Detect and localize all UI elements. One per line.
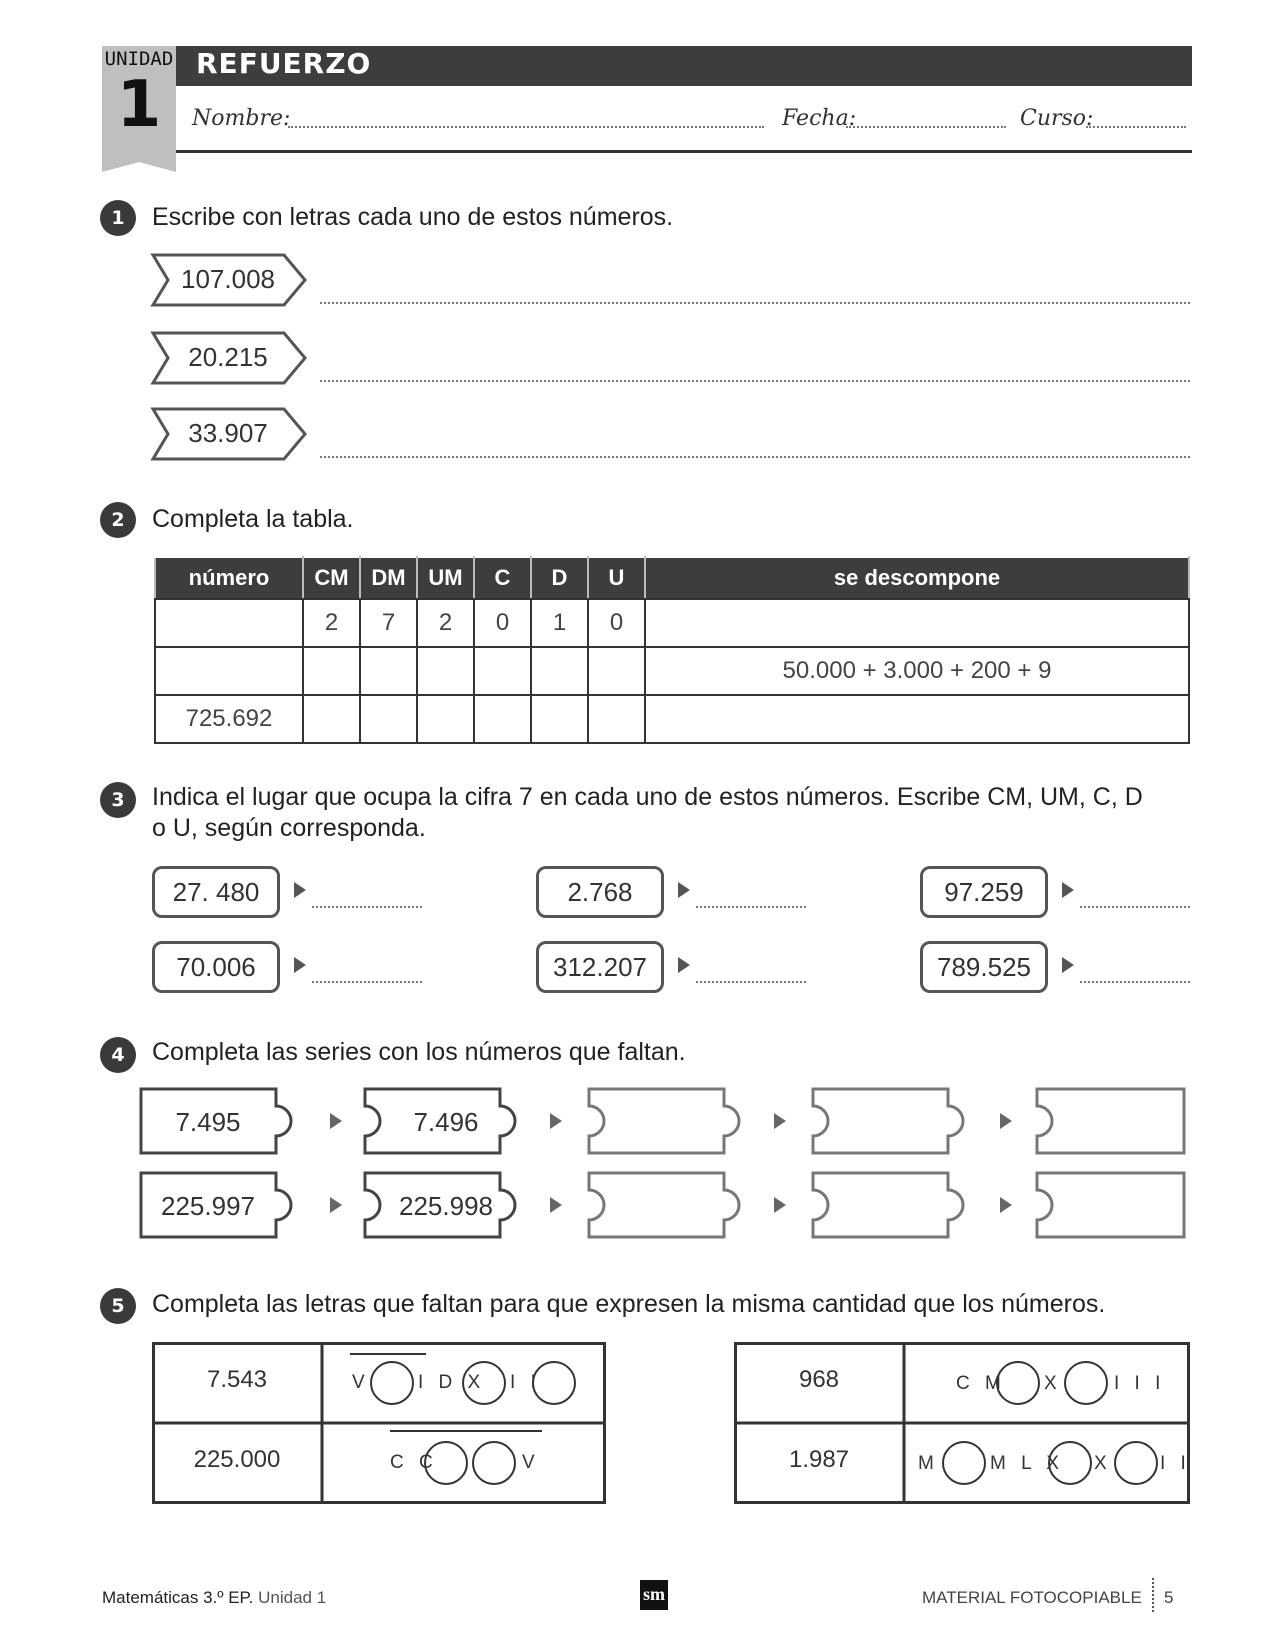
- table-cell[interactable]: [588, 647, 645, 695]
- table-cell: 725.692: [155, 695, 303, 743]
- number-box: 97.259: [920, 866, 1048, 918]
- header-c: C: [474, 557, 531, 599]
- roman-letters: I D X: [418, 1372, 486, 1393]
- arrow-icon: [678, 957, 690, 973]
- roman-blank[interactable]: [1048, 1441, 1092, 1485]
- answer-line-1[interactable]: [320, 302, 1190, 304]
- table-cell: 2: [417, 599, 474, 647]
- table-cell[interactable]: [417, 695, 474, 743]
- answer-line[interactable]: [696, 981, 806, 983]
- number-box: 312.207: [536, 941, 664, 993]
- tag-number-3: 33.907: [188, 418, 268, 448]
- page-number: 5: [1164, 1588, 1174, 1607]
- header-d: D: [531, 557, 588, 599]
- series-blank[interactable]: [1060, 1100, 1180, 1144]
- question-4-text: Completa las series con los números que faltan.: [152, 1038, 686, 1066]
- roman-letters: V: [352, 1372, 370, 1393]
- answer-line[interactable]: [696, 906, 806, 908]
- arrow-icon: [1062, 957, 1074, 973]
- series-blank[interactable]: [1060, 1184, 1180, 1228]
- question-3-text-line2: o U, según corresponda.: [152, 814, 426, 842]
- table-cell[interactable]: [360, 695, 417, 743]
- roman-blank[interactable]: [996, 1361, 1040, 1405]
- roman-letters: I I: [510, 1372, 541, 1393]
- answer-line[interactable]: [1080, 906, 1190, 908]
- header-u: U: [588, 557, 645, 599]
- question-4-badge: 4: [100, 1037, 136, 1073]
- roman-blank[interactable]: [1064, 1361, 1108, 1405]
- number-box: 2.768: [536, 866, 664, 918]
- arrow-icon: [678, 882, 690, 898]
- header-um: UM: [417, 557, 474, 599]
- unit-number: 1: [116, 68, 162, 142]
- course-label: Curso:: [1020, 106, 1094, 131]
- series-blank[interactable]: [836, 1184, 946, 1228]
- roman-letters: I I: [1160, 1453, 1191, 1474]
- footer-unit: Unidad 1: [258, 1588, 327, 1607]
- table-row: [155, 599, 1189, 647]
- question-2-text: Completa la tabla.: [152, 505, 354, 533]
- roman-letters: I I I: [1114, 1373, 1166, 1394]
- roman-number: 1.987: [788, 1446, 850, 1473]
- table-cell[interactable]: [417, 647, 474, 695]
- table-cell[interactable]: [474, 647, 531, 695]
- tag-number-2: 20.215: [188, 342, 268, 372]
- answer-line[interactable]: [1080, 981, 1190, 983]
- page-title: REFUERZO: [196, 47, 372, 80]
- roman-letters: V: [522, 1452, 540, 1473]
- table-cell: 0: [474, 599, 531, 647]
- name-label: Nombre:: [192, 106, 291, 131]
- answer-line[interactable]: [312, 981, 422, 983]
- footer-material: MATERIAL FOTOCOPIABLE: [922, 1588, 1142, 1607]
- roman-blank[interactable]: [424, 1441, 468, 1485]
- series-blank[interactable]: [612, 1184, 722, 1228]
- roman-blank[interactable]: [462, 1361, 506, 1405]
- table-cell: 2: [303, 599, 360, 647]
- roman-letters: X: [1094, 1453, 1112, 1474]
- table-cell: 7: [360, 599, 417, 647]
- ribbon-notch: [102, 160, 176, 174]
- header-numero: número: [155, 557, 303, 599]
- table-cell: 0: [588, 599, 645, 647]
- number-box: 789.525: [920, 941, 1048, 993]
- number-box: 27. 480: [152, 866, 280, 918]
- series-blank[interactable]: [612, 1100, 722, 1144]
- table-cell[interactable]: [360, 647, 417, 695]
- series-2-item-1: 225.997: [161, 1191, 255, 1221]
- series-2-item-2: 225.998: [399, 1191, 493, 1221]
- series-1-item-2: 7.496: [413, 1107, 479, 1137]
- table-cell[interactable]: [155, 647, 303, 695]
- table-cell[interactable]: [531, 647, 588, 695]
- question-1-badge: 1: [100, 200, 136, 236]
- question-3-badge: 3: [100, 782, 136, 818]
- footer-left: [102, 1588, 326, 1608]
- question-5-text: Completa las letras que faltan para que expresen la misma cantidad que los números.: [152, 1290, 1106, 1318]
- series-blank[interactable]: [836, 1100, 946, 1144]
- roman-blank[interactable]: [942, 1441, 986, 1485]
- footer-subject: Matemáticas 3.º EP.: [102, 1588, 254, 1607]
- table-cell: 50.000 + 3.000 + 200 + 9: [645, 647, 1189, 695]
- unit-label: UNIDAD: [104, 48, 174, 70]
- table-cell[interactable]: [474, 695, 531, 743]
- name-field[interactable]: [288, 126, 764, 128]
- table-cell[interactable]: [155, 599, 303, 647]
- table-cell[interactable]: [303, 695, 360, 743]
- publisher-logo: sm: [640, 1580, 668, 1610]
- roman-letters: M L X: [990, 1453, 1064, 1474]
- place-value-table: [154, 556, 1190, 744]
- roman-blank[interactable]: [532, 1361, 576, 1405]
- arrow-icon: [294, 882, 306, 898]
- roman-number: 225.000: [193, 1446, 281, 1473]
- roman-blank[interactable]: [472, 1441, 516, 1485]
- roman-letters: M: [918, 1453, 939, 1474]
- answer-line-2[interactable]: [320, 380, 1190, 382]
- header-descompone: se descompone: [645, 557, 1189, 599]
- answer-line[interactable]: [312, 906, 422, 908]
- roman-letters: X: [1044, 1373, 1062, 1394]
- number-box: 70.006: [152, 941, 280, 993]
- arrow-icon: [1062, 882, 1074, 898]
- arrow-icon: [294, 957, 306, 973]
- roman-letters: C M: [956, 1373, 1006, 1394]
- course-field[interactable]: [1086, 126, 1186, 128]
- question-5-badge: 5: [100, 1288, 136, 1324]
- question-3-text-line1: Indica el lugar que ocupa la cifra 7 en cada uno de estos números. Escribe CM, UM, C, D: [152, 783, 1143, 811]
- table-cell[interactable]: [588, 695, 645, 743]
- tag-number-1: 107.008: [181, 264, 275, 294]
- date-label: Fecha:: [782, 106, 857, 131]
- table-cell[interactable]: [303, 647, 360, 695]
- roman-letters: C C: [390, 1452, 438, 1473]
- question-1-text: Escribe con letras cada uno de estos números.: [152, 203, 674, 231]
- table-cell[interactable]: [645, 599, 1189, 647]
- date-field[interactable]: [846, 126, 1006, 128]
- answer-line-3[interactable]: [320, 456, 1190, 458]
- roman-blank[interactable]: [1114, 1441, 1158, 1485]
- table-row: [155, 647, 1189, 695]
- header-dm: DM: [360, 557, 417, 599]
- question-2-badge: 2: [100, 502, 136, 538]
- roman-number: 7.543: [206, 1366, 268, 1393]
- table-cell: 1: [531, 599, 588, 647]
- table-row: [155, 695, 1189, 743]
- roman-number: 968: [798, 1366, 840, 1393]
- table-cell[interactable]: [645, 695, 1189, 743]
- header-rule: [176, 150, 1192, 153]
- series-1-item-1: 7.495: [175, 1107, 241, 1137]
- table-cell[interactable]: [531, 695, 588, 743]
- footer-divider: [1152, 1578, 1154, 1612]
- header-cm: CM: [303, 557, 360, 599]
- roman-blank[interactable]: [370, 1361, 414, 1405]
